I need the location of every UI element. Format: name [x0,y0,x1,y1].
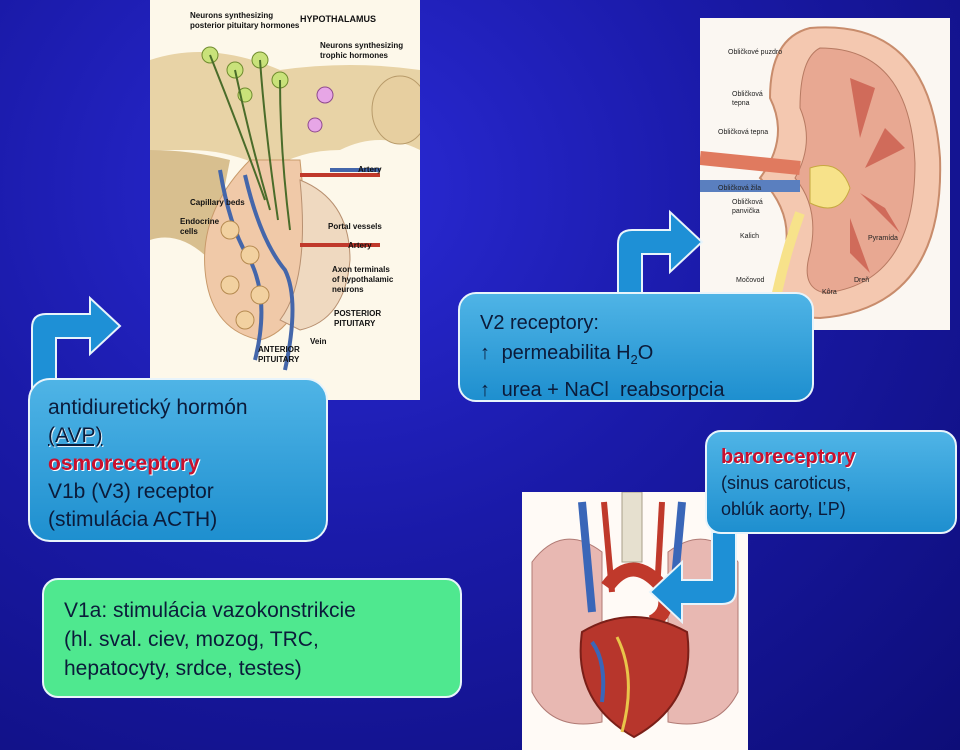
label-posterior: POSTERIOR [334,309,382,318]
avp-abbrev: (AVP) [48,424,103,447]
kidney-label-renal-artery-b: tepna [732,100,750,107]
v1a-receptor-box [42,578,462,698]
label-neurons-posterior: Neurons synthesizing [190,11,274,20]
label-endocrine: Endocrine [180,217,220,226]
pituitary-illustration [150,0,420,400]
label-hypothalamus: HYPOTHALAMUS [300,14,376,24]
label-axon-terminals-3: neurons [332,285,364,294]
label-portal-vessels: Portal vessels [328,222,382,231]
acth-stimulation: (stimulácia ACTH) [48,508,218,531]
kidney-label-renal-artery: Obličková tepna [718,129,769,136]
label-anterior: ANTERIOR [258,345,300,354]
baroreceptor-box [705,430,957,534]
label-endocrine-2: cells [180,227,198,236]
label-posterior-2: PITUITARY [334,319,376,328]
label-capillary-beds: Capillary beds [190,198,245,207]
label-axon-terminals-2: of hypothalamic [332,275,394,284]
kidney-drawing [700,18,950,330]
kidney-label-renal-vein: Obličková žila [718,185,762,192]
arrow-to-heart [640,528,760,638]
kidney-label-capsule: Obličkové puzdro [728,49,783,56]
label-neurons-trophic: Neurons synthesizing [320,41,404,50]
label-axon-terminals: Axon terminals [332,265,390,274]
v1a-targets-1: (hl. sval. ciev, mozog, TRC, [64,628,319,651]
label-artery-1: Artery [358,165,382,174]
osmoreceptory-label: osmoreceptory [48,452,200,475]
up-arrow-icon: ↑ [480,342,490,364]
kidney-label-calyx: Kalich [740,233,760,240]
pituitary-drawing [150,0,420,400]
label-anterior-2: PITUITARY [258,355,300,364]
v2-receptor-box [458,292,814,402]
v2-urea-reabsorption: ↑ urea + NaCl reabsorpcia [480,379,725,401]
arrow-to-kidney [606,196,716,306]
label-vein: Vein [310,337,327,346]
kidney-illustration [700,18,950,330]
v1b-receptor: V1b (V3) receptor [48,480,214,503]
sinus-caroticus: (sinus caroticus, [721,473,852,493]
kidney-label-pelvis-a: Obličková [732,199,763,206]
kidney-label-pelvis-b: panvička [732,208,760,215]
up-arrow-icon: ↑ [480,379,490,401]
v2-title: V2 receptory: [480,312,599,334]
aortic-arch: oblúk aorty, ĽP) [721,499,846,519]
v1a-targets-2: hepatocyty, srdce, testes) [64,657,302,680]
avp-info-box [28,378,328,542]
label-neurons-posterior-2: posterior pituitary hormones [190,21,300,30]
label-neurons-trophic-2: trophic hormones [320,51,389,60]
label-artery-2: Artery [348,241,372,250]
v1a-title: V1a: stimulácia vazokonstrikcie [64,599,356,622]
kidney-label-renal-artery-a: Obličková [732,91,763,98]
kidney-label-pyramid: Pyramída [868,235,898,242]
kidney-label-medulla: Dreň [854,277,870,284]
kidney-label-cortex: Kôra [822,289,837,296]
avp-title: antidiuretický hormón [48,396,248,419]
kidney-label-ureter: Močovod [736,277,765,284]
v2-water-permeability: ↑ permeabilita $H_2O$ [480,342,654,367]
baroreceptory-label: baroreceptory [721,446,856,468]
